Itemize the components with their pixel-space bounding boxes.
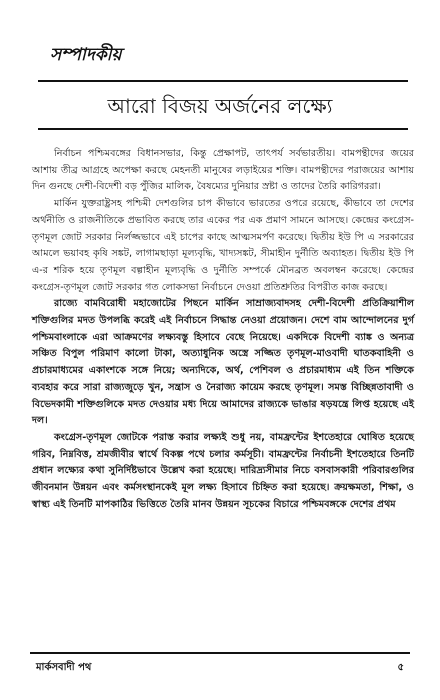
section-label: সম্পাদকীয় (50, 45, 122, 65)
paragraph-2: মার্কিন যুক্তরাষ্ট্রসহ পশ্চিমী দেশগুলির চাপ কীভাবে ভারতের ওপরে রয়েছে, কীভাবে তা দেশের অর্থনীতি ও রাজনীতিকে প্রভাবিত করছে তার একের পর এক প্রমাণ সামনে আসছে। কেন্দ্রের কংগ্রেস-তৃণমূল জোট সরকার নির্লজ্জভাবে এই চাপের কাছে আত্মসমর্পণ করেছে। দ্বিতীয় ইউ পি এ সরকারের আমলে ভয়াবহ কৃষি সঙ্কট, লাগামছাড়া মূল্যবৃদ্ধি, খাদ্যসঙ্কট, সীমাহীন দুর্নীতি অব্যাহত। দ্বিতীয় ইউ পি এ-র শরিক হয়ে তৃণমূল বল্গাহীন মূল্যবৃদ্ধি ও দুর্নীতি সম্পর্কে মৌনব্রত অবলম্বন করেছে। কেন্দ্রের কংগ্রেস-তৃণমূল জোট সরকার গত লোকসভা নির্বাচনে দেওয়া প্রতিশ্রুতির বিপরীত কাজ করছে। (32, 198, 414, 293)
paragraph-4: কংগ্রেস-তৃণমূল জোটকে পরাস্ত করার লক্ষ্যই শুধু নয়, বামফ্রন্টের ইশতেহারে ঘোষিত হয়েছে গরিব, নিম্নবিত্ত, শ্রমজীবীর স্বার্থে বিকল্প পথে চলার কর্মসূচী। বামফ্রন্টের নির্বাচনী ইশতেহারে তিনটি প্রধান লক্ষ্যের কথা সুনির্দিষ্টভাবে উল্লেখ করা হয়েছে। দারিদ্র্যসীমার নিচে বসবাসকারী পরিবারগুলির জীবনমান উন্নয়ন এবং কর্মসংস্থানকেই মূল লক্ষ্য হিসাবে চিহ্নিত করা হয়েছে। ক্রয়ক্ষমতা, শিক্ষা, ও স্বাস্থ্য এই তিনটি মাপকাঠির ভিত্তিতে তৈরি মানব উন্নয়ন সূচকের বিচারে পশ্চিমবঙ্গকে দেশের প্রথম (32, 431, 414, 510)
article-title: আরো বিজয় অর্জনের লক্ষ্যে (107, 94, 333, 118)
title-rule-bottom (38, 128, 408, 130)
paragraph-3: রাজ্যে বামবিরোধী মহাজোটের পিছনে মার্কিন সাম্রাজ্যবাদসহ দেশী-বিদেশী প্রতিক্রিয়াশীল শক্তিগুলির মদত উপলব্ধি করেই এই নির্বাচনে সিদ্ধান্ত নেওয়া প্রয়োজন। দেশে বাম আন্দোলনের দুর্গ পশ্চিমবাংলাকে এরা আক্রমণের লক্ষ্যবস্তু হিসাবে বেছে নিয়েছে। একদিকে বিদেশী ব্যাঙ্ক ও অন্যত্র সঞ্চিত বিপুল পরিমাণ কালো টাকা, অত্যাধুনিক অস্ত্রে সজ্জিত তৃণমূল-মাওবাদী ঘাতকবাহিনী ও প্রচারমাধ্যমের একাংশকে সঙ্গে নিয়ে; অন্যদিকে, অর্থ, পেশিবল ও প্রচারমাধ্যম এই তিন শক্তিকে ব্যবহার করে সারা রাজ্যজুড়ে খুন, সন্ত্রাস ও নৈরাজ্য কায়েম করছে তৃণমূল। সমস্ত বিচ্ছিন্নতাবাদী ও বিভেদকামী শক্তিগুলিকে মদত দেওয়ার মধ্য দিয়ে আমাদের রাজ্যকে ভাঙার ষড়যন্ত্রে লিপ্ত হয়েছে এই দল। (32, 298, 414, 427)
footer-rule (30, 652, 410, 654)
page-number: ৫ (397, 662, 404, 673)
title-rule-top (38, 80, 408, 82)
footer-publication: মার্কসবাদী পথ (36, 662, 92, 673)
article-body (32, 146, 414, 513)
paragraph-1: নির্বাচন পশ্চিমবঙ্গের বিধানসভার, কিন্তু প্রেক্ষাপট, তাৎপর্য সর্বভারতীয়। বামপন্থীদের জয়ের আশায় তীব্র আগ্রহে অপেক্ষা করছে মেহনতী মানুষের লড়াইয়ের শক্তি। বামপন্থীদের পরাজয়ের আশায় দিন গুনছে দেশী-বিদেশী বড় পুঁজির মালিক, বৈষম্যের দুনিয়ার স্রষ্টা ও তাদের তৈরি কারিগররা। (32, 148, 414, 193)
